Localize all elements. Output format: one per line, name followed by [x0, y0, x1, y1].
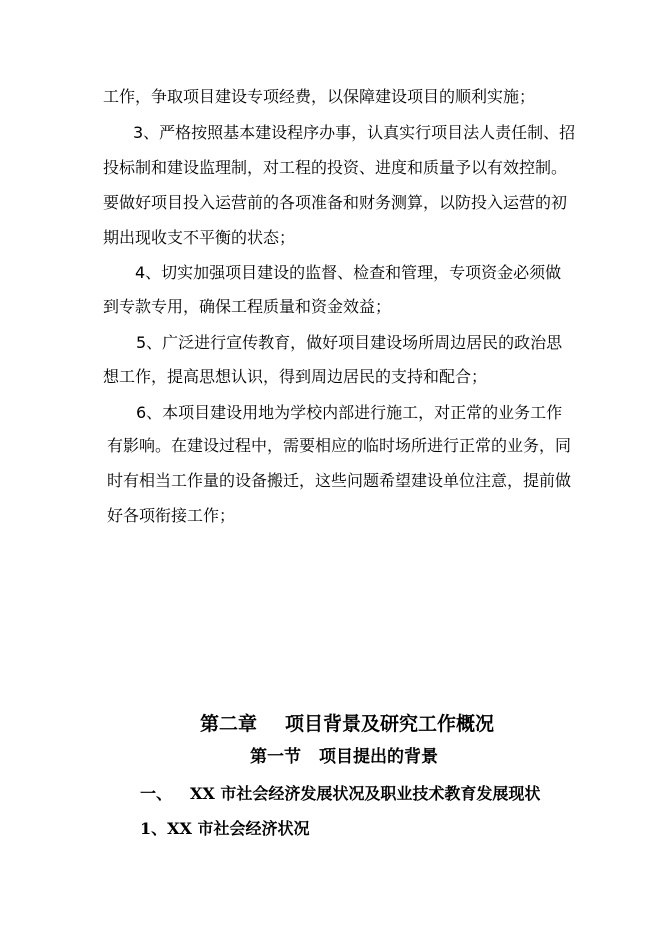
subsubsection-title: XX 市社会经济状况: [167, 819, 310, 838]
paragraph-line: 期出现收支不平衡的状态；: [103, 228, 296, 247]
paragraph-line: 有影响。在建设过程中，需要相应的临时场所进行正常的业务，同: [107, 436, 572, 455]
chapter-title: 项目背景及研究工作概况: [285, 713, 495, 735]
paragraph-line: 好各项衔接工作；: [107, 506, 236, 525]
paragraph-line: 到专款专用，确保工程质量和资金效益；: [103, 297, 392, 316]
paragraph-line: 时有相当工作量的设备搬迁，这些问题希望建设单位注意，提前做: [107, 471, 572, 490]
paragraph-line: 5、广泛进行宣传教育，做好项目建设场所周边居民的政治思: [136, 333, 563, 352]
subsection-heading: [140, 782, 540, 806]
subsubsection-number: 1、: [140, 819, 168, 838]
paragraph-line: 想工作，提高思想认识，得到周边居民的支持和配合；: [103, 367, 488, 386]
chapter-number: 第二章: [200, 713, 258, 735]
section-heading: [250, 745, 438, 769]
subsection-number: 一、: [140, 784, 173, 803]
paragraph-line: 6、本项目建设用地为学校内部进行施工，对正常的业务工作: [136, 403, 563, 422]
section-title: 项目提出的背景: [319, 747, 438, 767]
chapter-heading: [200, 712, 494, 736]
section-number: 第一节: [250, 747, 301, 767]
paragraph-line: 要做好项目投入运营前的各项准备和财务测算，以防投入运营的初: [103, 193, 568, 212]
subsection-title: XX 市社会经济发展状况及职业技术教育发展现状: [190, 784, 541, 803]
paragraph-line: 工作，争取项目建设专项经费，以保障建设项目的顺利实施；: [103, 87, 536, 106]
subsubsection-heading: [140, 817, 310, 841]
paragraph-line: 4、切实加强项目建设的监督、检查和管理，专项资金必须做: [135, 263, 562, 282]
paragraph-line: 3、严格按照基本建设程序办事，认真实行项目法人责任制、招: [133, 123, 576, 142]
paragraph-line: 投标制和建设监理制，对工程的投资、进度和质量予以有效控制。: [103, 158, 568, 177]
